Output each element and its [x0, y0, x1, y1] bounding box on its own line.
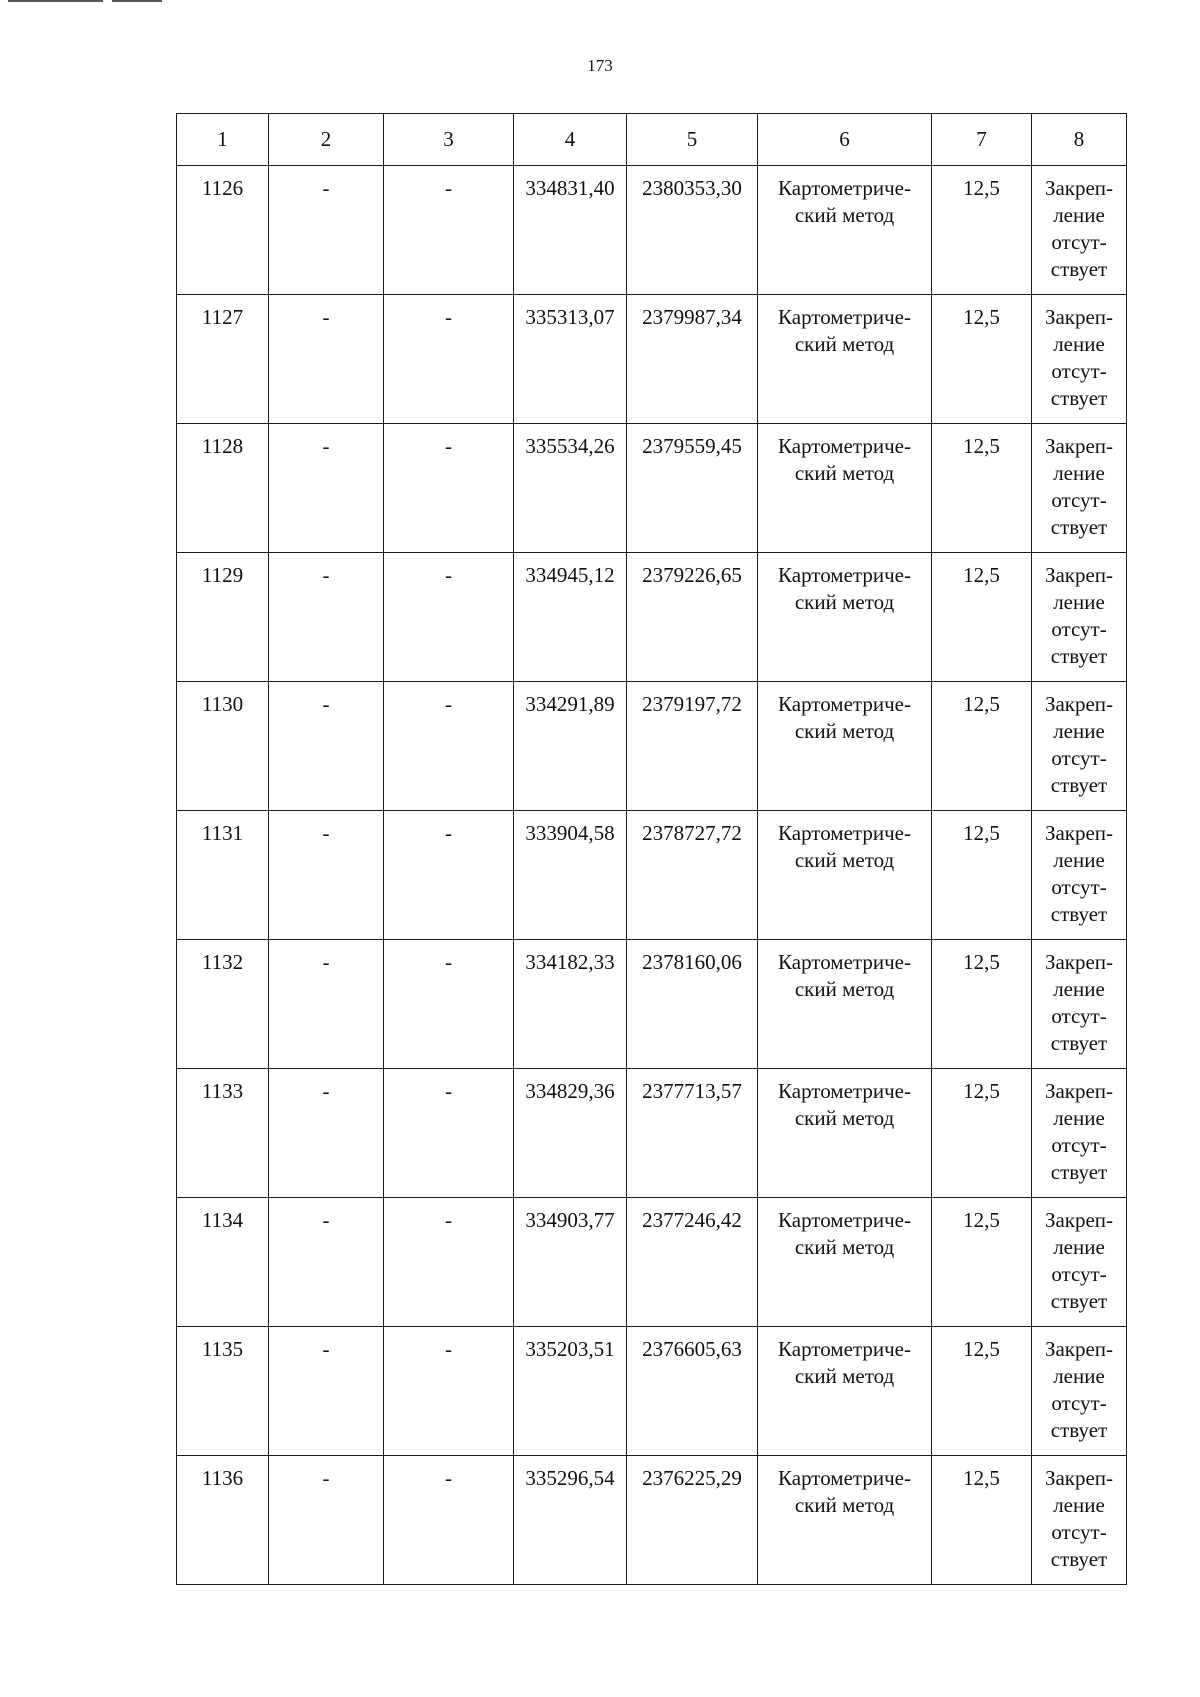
x-coordinate-cell: 334291,89 [514, 682, 627, 811]
y-coordinate-cell: 2377713,57 [627, 1069, 758, 1198]
fixing-description-cell-line: ление [1053, 1493, 1105, 1517]
fixing-description-cell [1032, 1456, 1127, 1585]
point-number-cell: 1134 [177, 1198, 269, 1327]
method-cell [758, 682, 932, 811]
column-3-cell: - [384, 1456, 514, 1585]
header-cell: 1 [177, 114, 269, 166]
fixing-description-cell [1032, 1327, 1127, 1456]
x-coordinate-cell: 334182,33 [514, 940, 627, 1069]
y-coordinate-cell: 2378727,72 [627, 811, 758, 940]
fixing-description-cell-line: ление [1053, 719, 1105, 743]
fixing-description-cell-line: ствует [1050, 1547, 1108, 1571]
table-row [177, 295, 1127, 424]
x-coordinate-cell: 334945,12 [514, 553, 627, 682]
method-cell [758, 1069, 932, 1198]
method-cell-line: Картометриче- [778, 692, 911, 716]
point-number-cell: 1127 [177, 295, 269, 424]
point-number-cell: 1129 [177, 553, 269, 682]
method-cell-line: ский метод [794, 1364, 895, 1388]
fixing-description-cell-line: Закреп- [1044, 1466, 1114, 1490]
fixing-description-cell-line: ление [1053, 203, 1105, 227]
method-cell-line: Картометриче- [778, 434, 911, 458]
column-2-cell: - [269, 940, 384, 1069]
header-cell: 3 [384, 114, 514, 166]
fixing-description-cell [1032, 166, 1127, 295]
table-row [177, 166, 1127, 295]
column-3-cell: - [384, 1069, 514, 1198]
y-coordinate-cell: 2380353,30 [627, 166, 758, 295]
method-cell-line: Картометриче- [778, 1079, 911, 1103]
method-cell-line: Картометриче- [778, 563, 911, 587]
table-row [177, 811, 1127, 940]
fixing-description-cell-line: ление [1053, 977, 1105, 1001]
column-2-cell: - [269, 295, 384, 424]
y-coordinate-cell: 2376225,29 [627, 1456, 758, 1585]
method-cell [758, 424, 932, 553]
x-coordinate-cell: 335296,54 [514, 1456, 627, 1585]
method-cell [758, 295, 932, 424]
fixing-description-cell-line: ствует [1050, 386, 1108, 410]
method-cell-line: ский метод [794, 1235, 895, 1259]
fixing-description-cell-line: Закреп- [1044, 692, 1114, 716]
x-coordinate-cell: 334831,40 [514, 166, 627, 295]
header-cell: 7 [932, 114, 1032, 166]
column-2-cell: - [269, 1069, 384, 1198]
column-2-cell: - [269, 1198, 384, 1327]
accuracy-cell: 12,5 [932, 811, 1032, 940]
method-cell-line: Картометриче- [778, 1466, 911, 1490]
fixing-description-cell-line: отсут- [1051, 1262, 1107, 1286]
accuracy-cell: 12,5 [932, 1198, 1032, 1327]
fixing-description-cell-line: ствует [1050, 257, 1108, 281]
fixing-description-cell-line: ление [1053, 1235, 1105, 1259]
fixing-description-cell-line: отсут- [1051, 1391, 1107, 1415]
y-coordinate-cell: 2379559,45 [627, 424, 758, 553]
table-row [177, 424, 1127, 553]
accuracy-cell: 12,5 [932, 424, 1032, 553]
fixing-description-cell-line: ление [1053, 1364, 1105, 1388]
header-row [177, 114, 1127, 166]
accuracy-cell: 12,5 [932, 166, 1032, 295]
point-number-cell: 1130 [177, 682, 269, 811]
fixing-description-cell-line: отсут- [1051, 617, 1107, 641]
header-cell: 5 [627, 114, 758, 166]
method-cell [758, 940, 932, 1069]
accuracy-cell: 12,5 [932, 553, 1032, 682]
fixing-description-cell [1032, 553, 1127, 682]
table-row [177, 1198, 1127, 1327]
table-body [177, 166, 1127, 1585]
method-cell-line: Картометриче- [778, 1337, 911, 1361]
fixing-description-cell-line: ствует [1050, 1418, 1108, 1442]
method-cell-line: ский метод [794, 203, 895, 227]
fixing-description-cell-line: ствует [1050, 773, 1108, 797]
point-number-cell: 1133 [177, 1069, 269, 1198]
column-3-cell: - [384, 1327, 514, 1456]
point-number-cell: 1126 [177, 166, 269, 295]
method-cell-line: ский метод [794, 1493, 895, 1517]
accuracy-cell: 12,5 [932, 1327, 1032, 1456]
column-3-cell: - [384, 553, 514, 682]
method-cell-line: ский метод [794, 461, 895, 485]
y-coordinate-cell: 2379987,34 [627, 295, 758, 424]
fixing-description-cell-line: Закреп- [1044, 563, 1114, 587]
x-coordinate-cell: 333904,58 [514, 811, 627, 940]
table-row [177, 940, 1127, 1069]
column-3-cell: - [384, 166, 514, 295]
fixing-description-cell-line: отсут- [1051, 1133, 1107, 1157]
table-row [177, 553, 1127, 682]
y-coordinate-cell: 2377246,42 [627, 1198, 758, 1327]
fixing-description-cell-line: ствует [1050, 1289, 1108, 1313]
column-2-cell: - [269, 1456, 384, 1585]
y-coordinate-cell: 2378160,06 [627, 940, 758, 1069]
method-cell-line: ский метод [794, 977, 895, 1001]
method-cell-line: Картометриче- [778, 950, 911, 974]
fixing-description-cell-line: Закреп- [1044, 434, 1114, 458]
table-row [177, 682, 1127, 811]
fixing-description-cell-line: Закреп- [1044, 305, 1114, 329]
method-cell-line: ский метод [794, 848, 895, 872]
fixing-description-cell-line: отсут- [1051, 1520, 1107, 1544]
fixing-description-cell-line: отсут- [1051, 488, 1107, 512]
column-3-cell: - [384, 1198, 514, 1327]
method-cell [758, 166, 932, 295]
column-3-cell: - [384, 682, 514, 811]
point-number-cell: 1128 [177, 424, 269, 553]
fixing-description-cell [1032, 1069, 1127, 1198]
y-coordinate-cell: 2379197,72 [627, 682, 758, 811]
point-number-cell: 1136 [177, 1456, 269, 1585]
fixing-description-cell-line: ление [1053, 461, 1105, 485]
accuracy-cell: 12,5 [932, 295, 1032, 424]
column-3-cell: - [384, 940, 514, 1069]
accuracy-cell: 12,5 [932, 682, 1032, 811]
x-coordinate-cell: 334903,77 [514, 1198, 627, 1327]
method-cell-line: ский метод [794, 1106, 895, 1130]
method-cell-line: Картометриче- [778, 176, 911, 200]
fixing-description-cell [1032, 682, 1127, 811]
method-cell [758, 811, 932, 940]
x-coordinate-cell: 335203,51 [514, 1327, 627, 1456]
fixing-description-cell-line: ление [1053, 332, 1105, 356]
fixing-description-cell-line: Закреп- [1044, 1337, 1114, 1361]
table-row [177, 1069, 1127, 1198]
header-cell: 4 [514, 114, 627, 166]
method-cell-line: ский метод [794, 332, 895, 356]
point-number-cell: 1135 [177, 1327, 269, 1456]
method-cell [758, 1456, 932, 1585]
column-3-cell: - [384, 424, 514, 553]
fixing-description-cell [1032, 1198, 1127, 1327]
fixing-description-cell-line: ление [1053, 848, 1105, 872]
accuracy-cell: 12,5 [932, 1456, 1032, 1585]
method-cell-line: Картометриче- [778, 821, 911, 845]
x-coordinate-cell: 334829,36 [514, 1069, 627, 1198]
header-cell: 8 [1032, 114, 1127, 166]
fixing-description-cell-line: ствует [1050, 1031, 1108, 1055]
accuracy-cell: 12,5 [932, 940, 1032, 1069]
fixing-description-cell-line: ление [1053, 1106, 1105, 1130]
method-cell-line: ский метод [794, 719, 895, 743]
method-cell-line: Картометриче- [778, 1208, 911, 1232]
fixing-description-cell-line: ствует [1050, 644, 1108, 668]
page-number: 173 [587, 56, 613, 75]
table-row [177, 1456, 1127, 1585]
method-cell [758, 1198, 932, 1327]
header-cell: 6 [758, 114, 932, 166]
method-cell [758, 553, 932, 682]
fixing-description-cell-line: отсут- [1051, 230, 1107, 254]
column-2-cell: - [269, 553, 384, 682]
method-cell-line: Картометриче- [778, 305, 911, 329]
fixing-description-cell-line: Закреп- [1044, 1079, 1114, 1103]
fixing-description-cell [1032, 940, 1127, 1069]
column-3-cell: - [384, 295, 514, 424]
column-2-cell: - [269, 682, 384, 811]
column-2-cell: - [269, 811, 384, 940]
x-coordinate-cell: 335313,07 [514, 295, 627, 424]
column-2-cell: - [269, 424, 384, 553]
point-number-cell: 1131 [177, 811, 269, 940]
y-coordinate-cell: 2376605,63 [627, 1327, 758, 1456]
fixing-description-cell-line: Закреп- [1044, 1208, 1114, 1232]
fixing-description-cell-line: ствует [1050, 515, 1108, 539]
fixing-description-cell-line: ствует [1050, 1160, 1108, 1184]
fixing-description-cell [1032, 295, 1127, 424]
method-cell [758, 1327, 932, 1456]
column-2-cell: - [269, 1327, 384, 1456]
column-2-cell: - [269, 166, 384, 295]
accuracy-cell: 12,5 [932, 1069, 1032, 1198]
coordinates-table [176, 113, 1127, 1585]
fixing-description-cell-line: отсут- [1051, 359, 1107, 383]
fixing-description-cell-line: отсут- [1051, 1004, 1107, 1028]
fixing-description-cell-line: Закреп- [1044, 950, 1114, 974]
x-coordinate-cell: 335534,26 [514, 424, 627, 553]
fixing-description-cell-line: ление [1053, 590, 1105, 614]
fixing-description-cell-line: Закреп- [1044, 821, 1114, 845]
y-coordinate-cell: 2379226,65 [627, 553, 758, 682]
fixing-description-cell [1032, 424, 1127, 553]
column-3-cell: - [384, 811, 514, 940]
method-cell-line: ский метод [794, 590, 895, 614]
fixing-description-cell-line: отсут- [1051, 875, 1107, 899]
point-number-cell: 1132 [177, 940, 269, 1069]
fixing-description-cell-line: Закреп- [1044, 176, 1114, 200]
header-cell: 2 [269, 114, 384, 166]
fixing-description-cell-line: ствует [1050, 902, 1108, 926]
table-row [177, 1327, 1127, 1456]
fixing-description-cell-line: отсут- [1051, 746, 1107, 770]
fixing-description-cell [1032, 811, 1127, 940]
scan-edge-mark [0, 0, 165, 3]
